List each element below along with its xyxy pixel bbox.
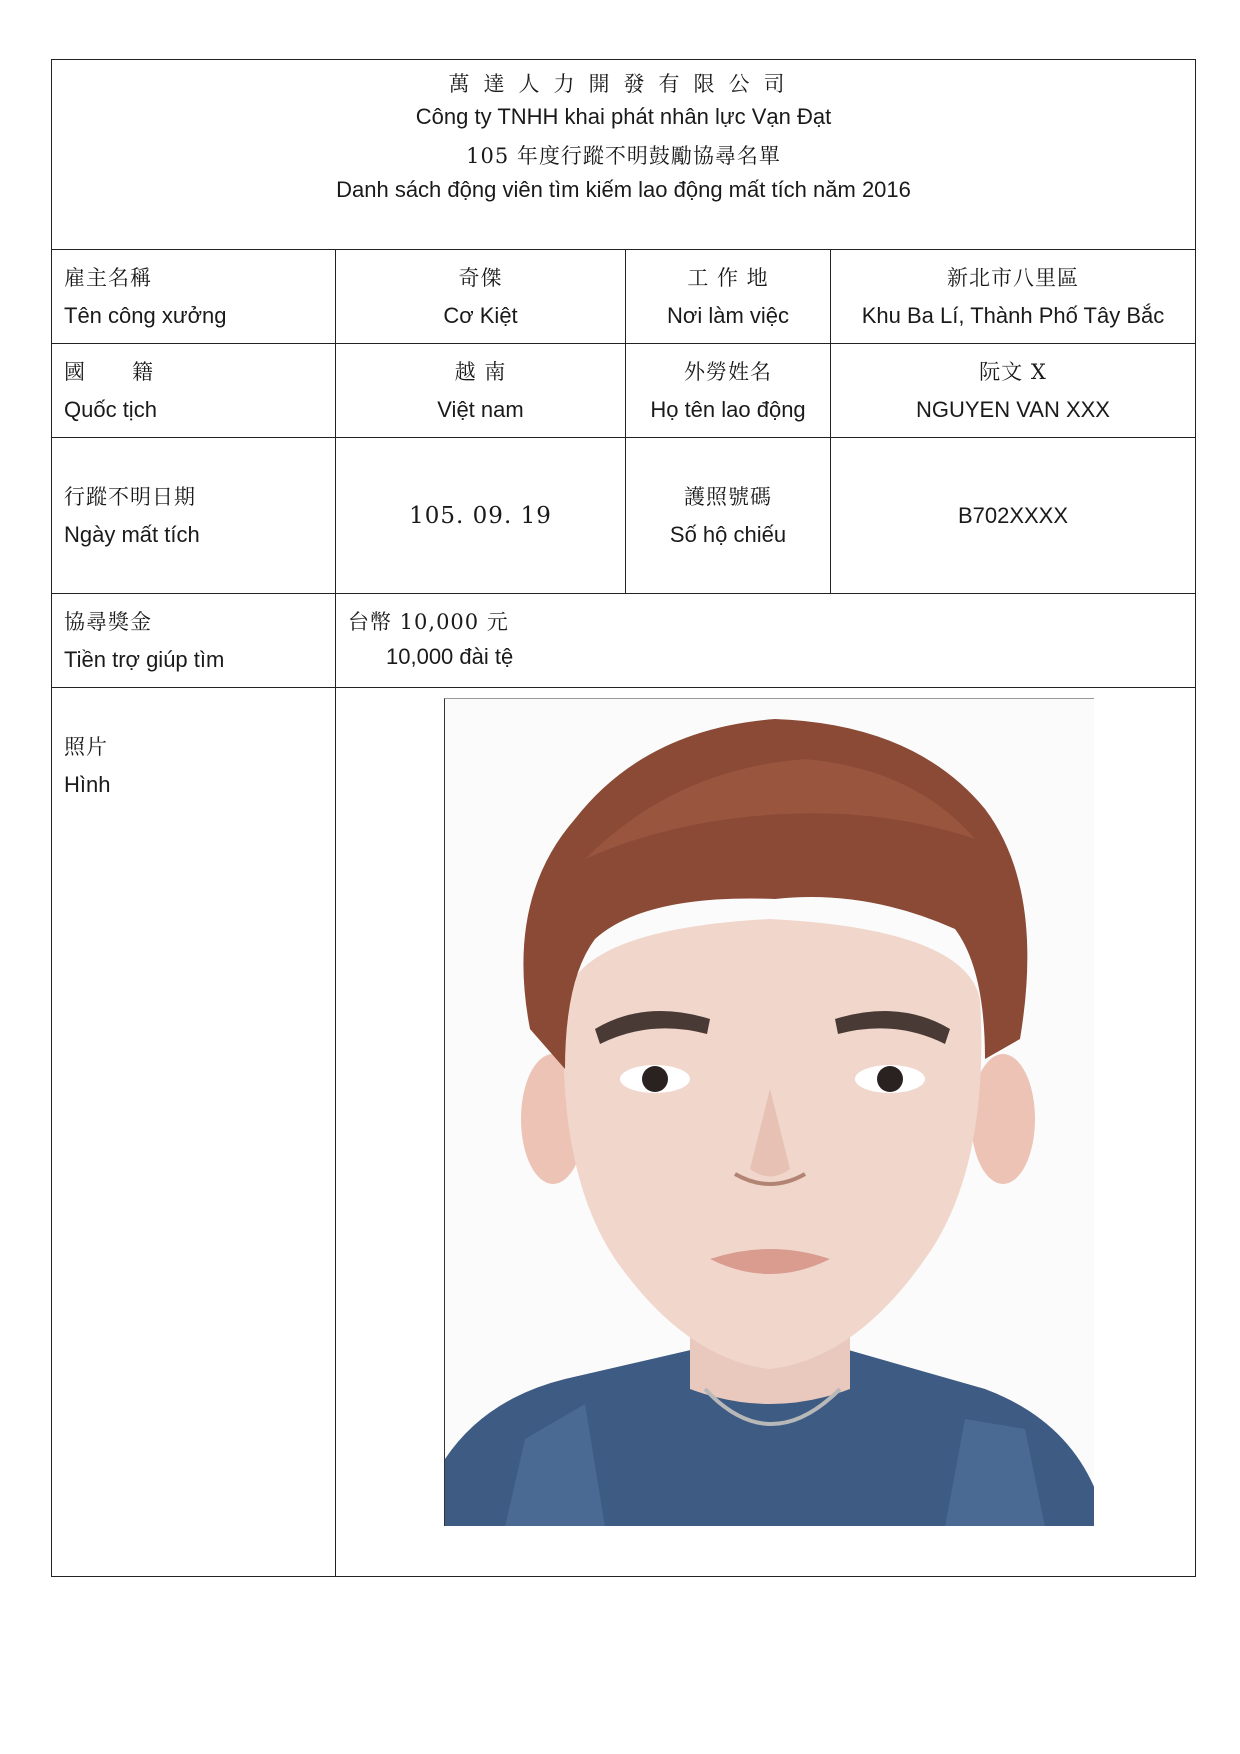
nationality-value-cell	[336, 344, 626, 437]
passport-label-vi: Số hộ chiếu	[669, 521, 787, 547]
row-nationality	[52, 344, 1195, 438]
worker-name-label-cell	[626, 344, 831, 437]
photo-cell	[336, 688, 1195, 1576]
photo-label-vi: Hình	[64, 772, 111, 797]
worker-name-label-vi: Họ tên lao động	[650, 396, 806, 422]
nationality-value-zh: 越 南	[454, 359, 507, 384]
employer-value-vi: Cơ Kiệt	[443, 302, 518, 328]
missing-date-label-zh: 行蹤不明日期	[64, 484, 196, 509]
nationality-label-vi: Quốc tịch	[64, 396, 157, 422]
employer-label-zh: 雇主名稱	[64, 265, 152, 290]
employer-label-vi: Tên công xưởng	[64, 302, 227, 328]
photo-label-zh: 照片	[64, 735, 108, 759]
list-title-vi: Danh sách động viên tìm kiếm lao động mất tích năm 2016	[336, 177, 911, 202]
row-missing-date	[52, 438, 1195, 594]
row-employer	[52, 250, 1195, 344]
passport-value: B702XXXX	[957, 502, 1069, 528]
form-header	[52, 60, 1195, 250]
nationality-label-zh: 國 籍	[64, 359, 155, 384]
passport-label-zh: 護照號碼	[684, 484, 772, 509]
row-photo	[52, 688, 1195, 1576]
missing-date-value: 105. 09. 19	[409, 502, 552, 529]
employer-value-zh: 奇傑	[458, 265, 503, 290]
nationality-label-cell	[52, 344, 336, 437]
workplace-value-vi: Khu Ba Lí, Thành Phố Tây Bắc	[861, 302, 1165, 328]
workplace-label-vi: Nơi làm việc	[667, 302, 789, 328]
reward-value-zh: 台幣 10,000 元	[348, 610, 509, 634]
employer-value-cell	[336, 250, 626, 343]
employer-label-cell	[52, 250, 336, 343]
workplace-label-zh: 工 作 地	[687, 265, 769, 290]
missing-date-value-cell	[336, 438, 626, 593]
worker-name-label-zh: 外勞姓名	[684, 359, 772, 384]
reward-value-cell	[336, 594, 1195, 687]
nationality-value-vi: Việt nam	[437, 396, 524, 422]
missing-worker-form	[51, 59, 1196, 1577]
workplace-value-zh: 新北市八里區	[947, 265, 1079, 290]
worker-name-value-cell	[831, 344, 1195, 437]
missing-date-label-cell	[52, 438, 336, 593]
worker-name-value-zh: 阮文 X	[979, 359, 1047, 384]
reward-label-vi: Tiền trợ giúp tìm	[64, 646, 225, 672]
reward-label-zh: 協尋獎金	[64, 609, 152, 634]
missing-date-label-vi: Ngày mất tích	[64, 521, 200, 547]
worker-photo	[444, 698, 1094, 1526]
reward-value-vi: 10,000 đài tệ	[386, 644, 514, 669]
list-title-zh: 105 年度行蹤不明鼓勵協尋名單	[466, 144, 781, 168]
row-reward	[52, 594, 1195, 688]
worker-name-value-vi: NGUYEN VAN XXX	[916, 396, 1110, 422]
portrait-illustration	[445, 699, 1094, 1526]
passport-label-cell	[626, 438, 831, 593]
reward-label-cell	[52, 594, 336, 687]
workplace-value-cell	[831, 250, 1195, 343]
company-name-zh: 萬達人力開發有限公司	[448, 72, 799, 96]
workplace-label-cell	[626, 250, 831, 343]
photo-label-cell	[52, 688, 336, 1576]
company-name-vi: Công ty TNHH khai phát nhân lực Vạn Đạt	[415, 104, 832, 129]
passport-value-cell	[831, 438, 1195, 593]
